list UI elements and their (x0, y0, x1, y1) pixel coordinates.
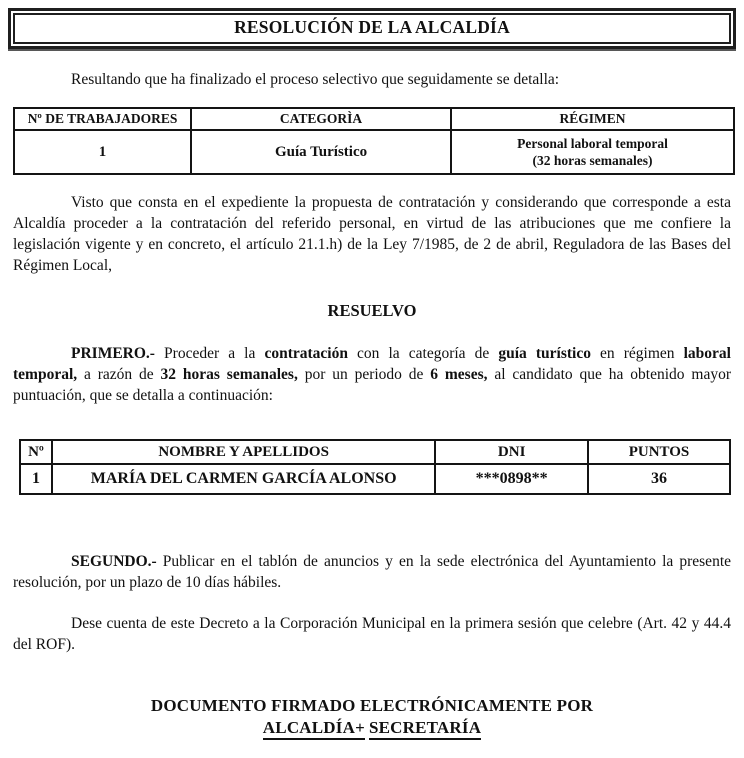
primero-text-3: en régimen (590, 345, 684, 362)
header-dni: DNI (435, 440, 588, 464)
signature-alcaldia: ALCALDÍA+ (263, 718, 365, 740)
primero-bold-guia-turistico: guía turístico (498, 345, 591, 362)
workers-table (13, 107, 735, 175)
candidates-table-header-row (20, 440, 730, 464)
regime-line-1: Personal laboral temporal (517, 136, 668, 151)
regime-cell (451, 130, 734, 174)
candidate-name-cell: MARÍA DEL CARMEN GARCÍA ALONSO (52, 464, 435, 494)
header-num: Nº (20, 440, 52, 464)
primero-text-5: por un periodo de (297, 366, 431, 383)
intro-paragraph: Resultando que ha finalizado el proceso selectivo que seguidamente se detalla: (71, 71, 560, 88)
visto-paragraph: Visto que consta en el expediente la propuesta de contratación y considerando que corresponde a esta Alcaldía proceder a la contratación del referido personal, en virtud de las atribuciones que me confiere la legislación vigente y en concreto, el artículo 21.1.h) de la Ley 7/1985, de 2 de abril, Reguladora de las Bases del Régimen Local, (13, 194, 731, 274)
candidate-puntos-cell: 36 (588, 464, 730, 494)
title-box (8, 8, 736, 49)
workers-table-header-row (14, 108, 734, 130)
primero-label: PRIMERO.- (71, 345, 155, 362)
header-categoria: CATEGORÌA (191, 108, 451, 130)
primero-text-6: al candidato que ha obtenido mayor puntuación, que se detalla a continuación: (13, 366, 731, 404)
header-regimen: RÉGIMEN (451, 108, 734, 130)
segundo-label: SEGUNDO.- (71, 553, 157, 570)
segundo-paragraph (13, 551, 731, 593)
primero-text-4: a razón de (77, 366, 161, 383)
signature-line-2 (8, 716, 736, 740)
primero-bold-meses: 6 meses, (430, 366, 488, 383)
document-title: RESOLUCIÓN DE LA ALCALDÍA (234, 17, 510, 37)
primero-paragraph (13, 343, 731, 406)
header-puntos: PUNTOS (588, 440, 730, 464)
workers-count-cell: 1 (14, 130, 191, 174)
primero-bold-horas: 32 horas semanales, (160, 366, 298, 383)
header-num-trabajadores: Nº DE TRABAJADORES (14, 108, 191, 130)
header-nombre-apellidos: NOMBRE Y APELLIDOS (52, 440, 435, 464)
signature-line-1: DOCUMENTO FIRMADO ELECTRÓNICAMENTE POR (150, 696, 594, 715)
signature-block (8, 695, 736, 740)
candidate-row (20, 464, 730, 494)
category-cell: Guía Turístico (191, 130, 451, 174)
candidate-dni-cell: ***0898** (435, 464, 588, 494)
regime-line-2: (32 horas semanales) (532, 153, 653, 168)
segundo-text: Publicar en el tablón de anuncios y en la sede electrónica del Ayuntamiento la presente resolución, por un plazo de 10 días hábiles. (13, 553, 731, 591)
title-box-inner (13, 13, 731, 44)
workers-table-row (14, 130, 734, 174)
candidate-rank-cell: 1 (20, 464, 52, 494)
primero-text-2: con la categoría de (347, 345, 499, 362)
resuelvo-heading: RESUELVO (327, 301, 417, 320)
candidates-table (19, 439, 731, 495)
dese-cuenta-paragraph: Dese cuenta de este Decreto a la Corporación Municipal en la primera sesión que celebre (Art. 42 y 44.4 del ROF). (13, 615, 731, 653)
primero-text-1: Proceder a la (154, 345, 265, 362)
signature-secretaria: SECRETARÍA (369, 718, 481, 740)
primero-bold-contratacion: contratación (264, 345, 348, 362)
primero-bold-laboral-temporal: laboral temporal, (13, 345, 731, 383)
